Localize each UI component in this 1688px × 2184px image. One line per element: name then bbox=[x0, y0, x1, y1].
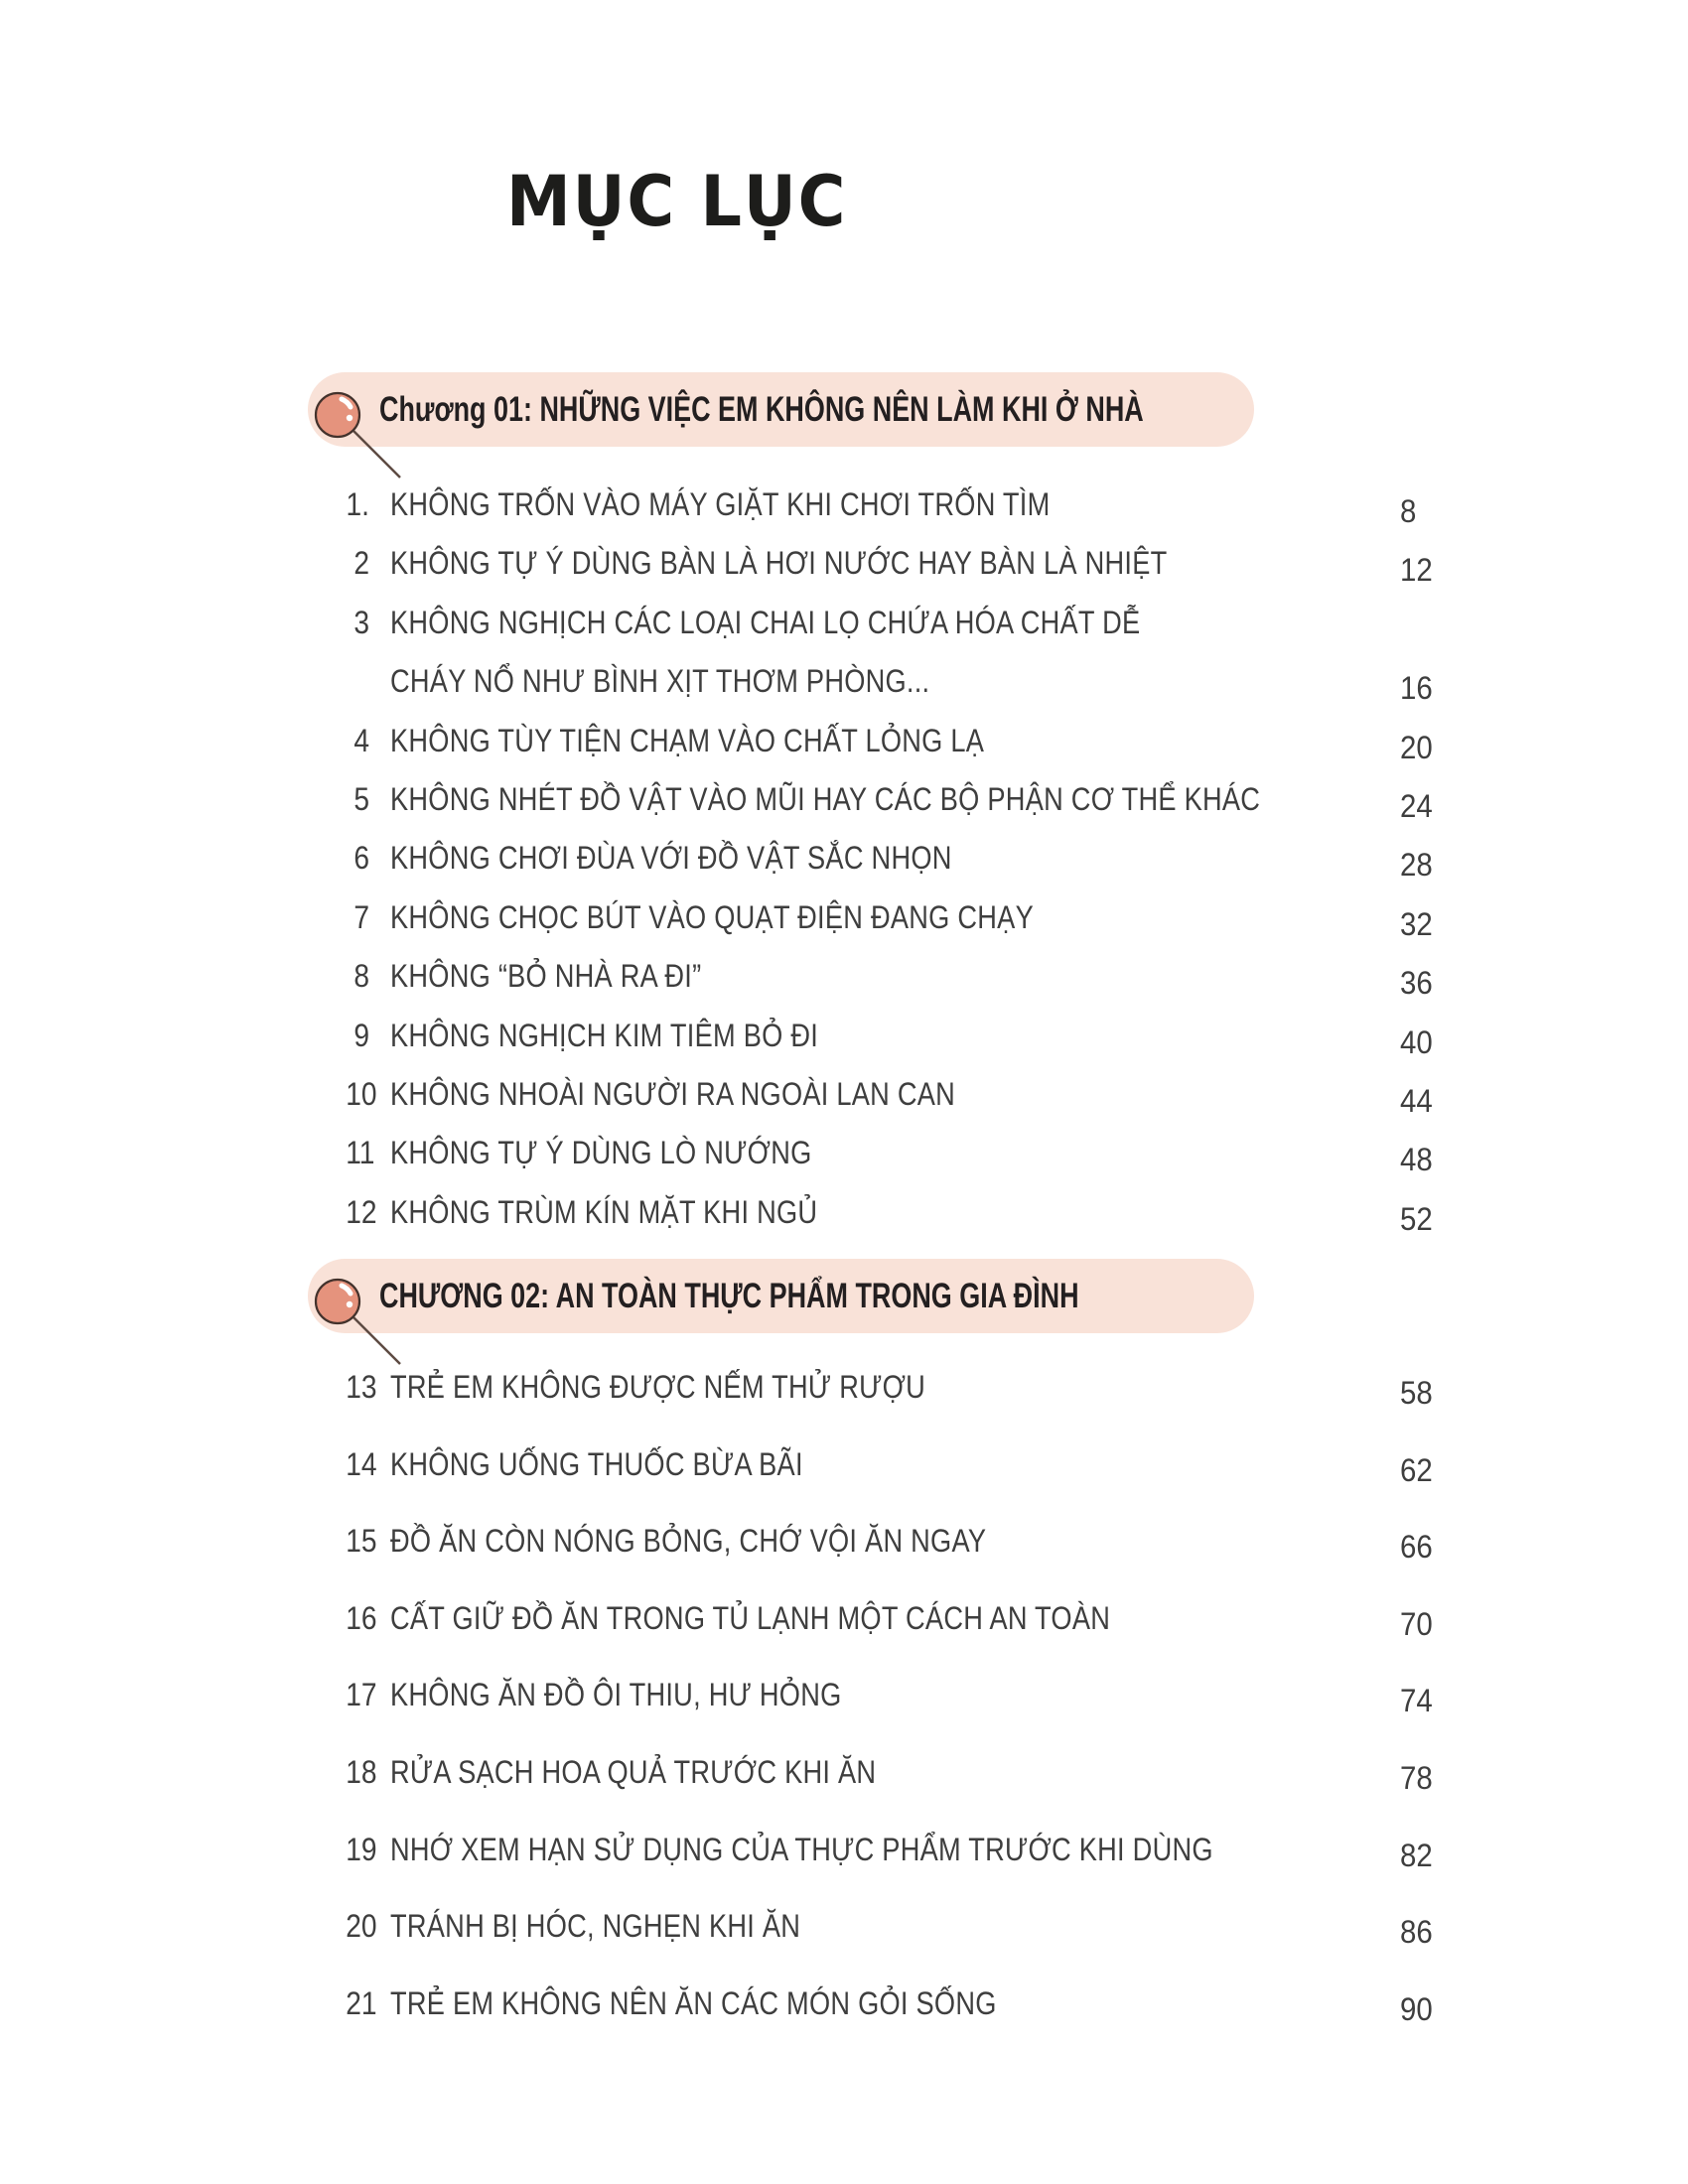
page-number: 12 bbox=[1400, 552, 1433, 589]
item-title-line: NHỚ XEM HẠN SỬ DỤNG CỦA THỰC PHẨM TRƯỚC KHI DÙNG bbox=[390, 1831, 1213, 1867]
toc-row bbox=[343, 1737, 1435, 1815]
page-number: 16 bbox=[1400, 670, 1433, 707]
chapter-1-header-text: Chương 01: NHỮNG VIỆC EM KHÔNG NÊN LÀM KHI Ở NHÀ bbox=[379, 390, 1144, 429]
toc-row bbox=[343, 715, 1435, 773]
item-title bbox=[369, 1127, 1400, 1185]
page-number: 78 bbox=[1400, 1759, 1433, 1796]
item-number: 15 bbox=[346, 1523, 377, 1560]
item-number: 3 bbox=[353, 604, 369, 640]
item-title bbox=[369, 1430, 1400, 1507]
toc-row bbox=[343, 832, 1435, 890]
toc-row bbox=[343, 1891, 1435, 1969]
item-number: 18 bbox=[346, 1753, 377, 1790]
item-title bbox=[369, 1186, 1400, 1245]
toc-row bbox=[343, 1186, 1435, 1245]
item-number: 21 bbox=[346, 1984, 377, 2021]
item-number: 10 bbox=[346, 1076, 377, 1113]
item-title-line: KHÔNG NHÉT ĐỒ VẬT VÀO MŨI HAY CÁC BỘ PHẬN CƠ THỂ KHÁC bbox=[390, 781, 1261, 818]
item-title-line: KHÔNG NGHỊCH KIM TIÊM BỎ ĐI bbox=[390, 1017, 819, 1053]
item-number: 7 bbox=[353, 898, 369, 935]
item-title bbox=[369, 773, 1400, 832]
page-number: 20 bbox=[1400, 729, 1433, 765]
page-number: 86 bbox=[1400, 1914, 1433, 1951]
item-number: 2 bbox=[353, 545, 369, 582]
page-number: 32 bbox=[1400, 905, 1433, 942]
item-title-line: RỬA SẠCH HOA QUẢ TRƯỚC KHI ĂN bbox=[390, 1753, 877, 1790]
toc-row bbox=[343, 478, 1435, 537]
toc-row bbox=[343, 537, 1435, 596]
toc-row bbox=[343, 597, 1435, 715]
item-title-line: CHÁY NỔ NHƯ BÌNH XỊT THƠM PHÒNG... bbox=[390, 663, 930, 700]
item-number: 11 bbox=[346, 1135, 375, 1171]
item-title bbox=[369, 1815, 1400, 1892]
item-title bbox=[369, 537, 1400, 596]
item-title bbox=[369, 891, 1400, 950]
item-title bbox=[369, 1506, 1400, 1583]
toc-row bbox=[343, 1352, 1435, 1430]
item-number: 12 bbox=[346, 1193, 377, 1230]
chapter-1-list bbox=[343, 478, 1435, 1245]
page-number: 8 bbox=[1400, 493, 1417, 529]
toc-row bbox=[343, 1127, 1435, 1185]
page-number: 58 bbox=[1400, 1375, 1433, 1411]
item-title bbox=[369, 1891, 1400, 1969]
item-title-line: KHÔNG TỰ Ý DÙNG BÀN LÀ HƠI NƯỚC HAY BÀN LÀ NHIỆT bbox=[390, 545, 1168, 582]
item-title-line: KHÔNG NGHỊCH CÁC LOẠI CHAI LỌ CHỨA HÓA CHẤT DỄ bbox=[390, 604, 1141, 640]
item-number: 6 bbox=[353, 840, 369, 877]
chapter-2-header bbox=[308, 1259, 1254, 1333]
item-title bbox=[369, 478, 1400, 537]
page-number: 48 bbox=[1400, 1142, 1433, 1178]
item-title-line: KHÔNG NHOÀI NGƯỜI RA NGOÀI LAN CAN bbox=[390, 1076, 956, 1113]
item-number: 1. bbox=[346, 486, 369, 522]
item-title-line: ĐỒ ĂN CÒN NÓNG BỎNG, CHỚ VỘI ĂN NGAY bbox=[390, 1523, 987, 1560]
toc-row bbox=[343, 1660, 1435, 1737]
item-number: 20 bbox=[346, 1908, 377, 1945]
item-number: 16 bbox=[346, 1599, 377, 1636]
item-title bbox=[369, 1068, 1400, 1127]
toc-row bbox=[343, 1969, 1435, 2046]
item-number: 8 bbox=[353, 958, 369, 995]
item-title bbox=[369, 597, 1400, 715]
toc-row bbox=[343, 1068, 1435, 1127]
item-title bbox=[369, 832, 1400, 890]
item-number: 19 bbox=[346, 1831, 377, 1867]
page-number: 66 bbox=[1400, 1529, 1433, 1566]
page-number: 52 bbox=[1400, 1200, 1433, 1237]
toc-row bbox=[343, 950, 1435, 1009]
item-title-line: KHÔNG CHƠI ĐÙA VỚI ĐỒ VẬT SẮC NHỌN bbox=[390, 840, 952, 877]
item-title-line: KHÔNG CHỌC BÚT VÀO QUẠT ĐIỆN ĐANG CHẠY bbox=[390, 898, 1034, 935]
item-title-line: KHÔNG TRỐN VÀO MÁY GIẶT KHI CHƠI TRỐN TÌM bbox=[390, 486, 1051, 522]
chapter-2-list bbox=[343, 1352, 1435, 2045]
page-number: 74 bbox=[1400, 1683, 1433, 1719]
item-title-line: KHÔNG TRÙM KÍN MẶT KHI NGỦ bbox=[390, 1193, 818, 1230]
chapter-1-header bbox=[308, 372, 1254, 447]
item-number: 4 bbox=[353, 722, 369, 758]
toc-row bbox=[343, 1010, 1435, 1068]
toc-row bbox=[343, 1430, 1435, 1507]
item-title-line: KHÔNG ĂN ĐỒ ÔI THIU, HƯ HỎNG bbox=[390, 1677, 842, 1713]
toc-row bbox=[343, 1583, 1435, 1661]
item-title bbox=[369, 1010, 1400, 1068]
page-number: 82 bbox=[1400, 1837, 1433, 1873]
item-title-line: TRẺ EM KHÔNG ĐƯỢC NẾM THỬ RƯỢU bbox=[390, 1369, 926, 1405]
page-title: MỤC LỤC bbox=[506, 161, 848, 242]
item-title bbox=[369, 1352, 1400, 1430]
toc-row bbox=[343, 1506, 1435, 1583]
toc-row bbox=[343, 773, 1435, 832]
page-number: 40 bbox=[1400, 1024, 1433, 1060]
page-number: 28 bbox=[1400, 847, 1433, 884]
pin-balloon-icon bbox=[313, 390, 407, 484]
item-number: 14 bbox=[346, 1445, 377, 1482]
item-title-line: TRÁNH BỊ HÓC, NGHẸN KHI ĂN bbox=[390, 1908, 801, 1945]
toc-row bbox=[343, 891, 1435, 950]
item-title-line: KHÔNG TỰ Ý DÙNG LÒ NƯỚNG bbox=[390, 1135, 812, 1171]
page-number: 36 bbox=[1400, 965, 1433, 1002]
page-number: 24 bbox=[1400, 788, 1433, 825]
page-number: 62 bbox=[1400, 1451, 1433, 1488]
item-title bbox=[369, 1660, 1400, 1737]
item-number: 13 bbox=[346, 1369, 377, 1405]
item-title bbox=[369, 715, 1400, 773]
item-title-line: TRẺ EM KHÔNG NÊN ĂN CÁC MÓN GỎI SỐNG bbox=[390, 1984, 997, 2021]
item-title bbox=[369, 1737, 1400, 1815]
page-number: 44 bbox=[1400, 1083, 1433, 1120]
item-title-line: KHÔNG “BỎ NHÀ RA ĐI” bbox=[390, 958, 702, 995]
chapter-2-header-text: CHƯƠNG 02: AN TOÀN THỰC PHẨM TRONG GIA ĐÌNH bbox=[379, 1277, 1079, 1315]
toc-row bbox=[343, 1815, 1435, 1892]
item-number: 9 bbox=[353, 1017, 369, 1053]
item-title bbox=[369, 1969, 1400, 2046]
page-number: 90 bbox=[1400, 1990, 1433, 2027]
item-title-line: KHÔNG TÙY TIỆN CHẠM VÀO CHẤT LỎNG LẠ bbox=[390, 722, 985, 758]
item-title-line: KHÔNG UỐNG THUỐC BỪA BÃI bbox=[390, 1445, 803, 1482]
item-title bbox=[369, 1583, 1400, 1661]
item-title bbox=[369, 950, 1400, 1009]
item-number: 17 bbox=[346, 1677, 377, 1713]
item-title-line: CẤT GIỮ ĐỒ ĂN TRONG TỦ LẠNH MỘT CÁCH AN TOÀN bbox=[390, 1599, 1111, 1636]
page-number: 70 bbox=[1400, 1605, 1433, 1642]
item-number: 5 bbox=[353, 781, 369, 818]
